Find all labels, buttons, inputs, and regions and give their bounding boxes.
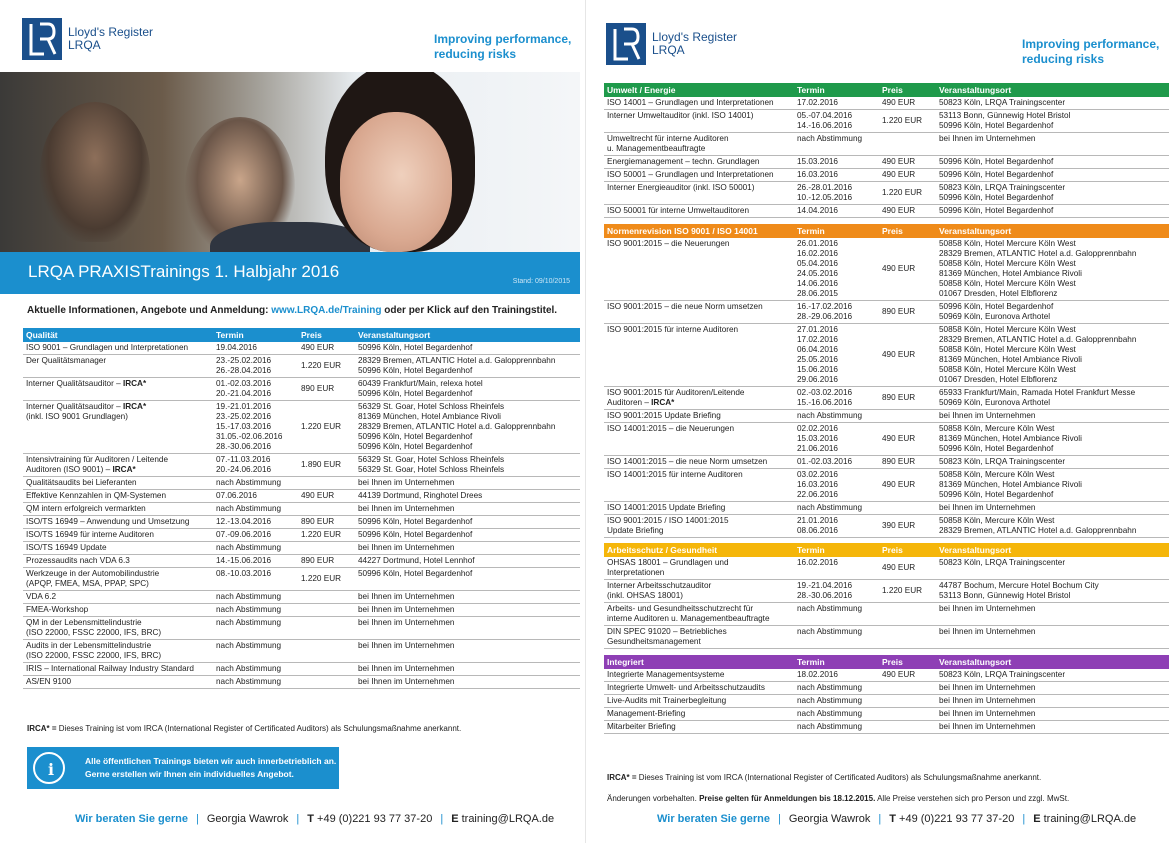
preis-cell — [298, 676, 355, 689]
ort-cell: 50996 Köln, Hotel Begardenhof 50969 Köln, Euronova Arthotel — [936, 300, 1169, 323]
preis-cell — [879, 720, 936, 733]
table-row[interactable] — [604, 501, 1169, 514]
termin-cell: 01.-02.03.2016 — [794, 455, 879, 468]
termin-cell: 18.02.2016 — [794, 669, 879, 682]
preis-cell: 490 EUR — [879, 669, 936, 682]
ort-cell: 50858 Köln, Hotel Mercure Köln West 28329 Bremen, ATLANTIC Hotel a.d. Galopprennbahn 50858 Köln, Hotel Mercure Köln West 81369 München, Hotel Ambiance Rivoli 50858 Köln, Hotel Mercure Köln West 01067 Dresden, Hotel Elbflorenz — [936, 238, 1169, 301]
preis-cell — [879, 603, 936, 626]
ort-cell: bei Ihnen im Unternehmen — [936, 626, 1169, 649]
ort-cell: 50823 Köln, LRQA Trainingscenter — [936, 455, 1169, 468]
termin-cell: 07.-11.03.2016 20.-24.06.2016 — [213, 454, 298, 477]
training-title[interactable]: Intensivtraining für Auditoren / Leitende Auditoren (ISO 9001) – IRCA* — [23, 454, 213, 477]
table-row[interactable] — [23, 542, 580, 555]
table-row[interactable] — [604, 238, 1169, 301]
training-title[interactable]: Interner Arbeitsschutzauditor (inkl. OHSAS 18001) — [604, 580, 794, 603]
table-row[interactable] — [604, 669, 1169, 682]
termin-cell: 02.-03.02.2016 15.-16.06.2016 — [794, 386, 879, 409]
preis-cell — [298, 604, 355, 617]
info-box: i Alle öffentlichen Trainings bieten wir auch innerbetrieblich an. Gerne erstellen wir Ihnen ein individuelles Angebot. — [27, 747, 339, 789]
preis-cell: 490 EUR — [879, 156, 936, 169]
preis-cell: 490 EUR — [879, 557, 936, 580]
termin-cell: nach Abstimmung — [213, 542, 298, 555]
lloyds-logo-2: Lloyd's Register LRQA — [606, 23, 737, 65]
stand-date: Stand: 09/10/2015 — [512, 278, 570, 285]
preis-cell — [879, 694, 936, 707]
preis-cell — [298, 503, 355, 516]
preis-cell — [298, 663, 355, 676]
table-row[interactable] — [604, 557, 1169, 580]
ort-cell: bei Ihnen im Unternehmen — [355, 676, 580, 689]
ort-cell: bei Ihnen im Unternehmen — [936, 133, 1169, 156]
training-title[interactable]: ISO/TS 16949 für interne Auditoren — [23, 529, 213, 542]
termin-cell: nach Abstimmung — [213, 640, 298, 663]
table-row[interactable] — [604, 97, 1169, 110]
termin-cell: 21.01.2016 08.06.2016 — [794, 514, 879, 537]
table-qualitaet — [23, 328, 580, 689]
table-row[interactable] — [23, 640, 580, 663]
table-row[interactable] — [23, 355, 580, 378]
training-title[interactable]: VDA 6.2 — [23, 591, 213, 604]
table-row[interactable] — [23, 555, 580, 568]
ort-cell: bei Ihnen im Unternehmen — [936, 694, 1169, 707]
ort-cell: bei Ihnen im Unternehmen — [936, 501, 1169, 514]
section-header-integriert: Integriert Termin Preis Veranstaltungsort — [604, 655, 1169, 669]
preis-cell: 890 EUR — [879, 300, 936, 323]
ort-cell: 56329 St. Goar, Hotel Schloss Rheinfels 81369 München, Hotel Ambiance Rivoli 28329 Bremen, ATLANTIC Hotel a.d. Galopprennbahn 50996 Köln, Hotel Begardenhof 50996 Köln, Hotel Begardenhof — [355, 401, 580, 454]
table-row[interactable] — [604, 455, 1169, 468]
preis-cell: 490 EUR — [879, 169, 936, 182]
page-left — [0, 0, 585, 843]
preis-cell — [879, 133, 936, 156]
ort-cell: bei Ihnen im Unternehmen — [936, 720, 1169, 733]
termin-cell: 16.02.2016 — [794, 557, 879, 580]
training-title[interactable]: FMEA-Workshop — [23, 604, 213, 617]
preis-cell: 490 EUR — [298, 490, 355, 503]
title-banner — [0, 252, 580, 294]
table-row[interactable] — [604, 205, 1169, 218]
termin-cell: nach Abstimmung — [213, 503, 298, 516]
irca-note: IRCA* = Dieses Training ist vom IRCA (International Register of Certificated Auditors) als Schulungsmaßnahme anerkannt. — [27, 724, 462, 733]
training-title[interactable]: ISO 14001 – Grundlagen und Interpretationen — [604, 97, 794, 110]
training-title[interactable]: QM intern erfolgreich vermarkten — [23, 503, 213, 516]
termin-cell: 07.-09.06.2016 — [213, 529, 298, 542]
preis-cell: 490 EUR — [879, 323, 936, 386]
ort-cell: 50996 Köln, Hotel Begardenhof — [936, 169, 1169, 182]
preis-cell — [298, 640, 355, 663]
termin-cell: nach Abstimmung — [213, 591, 298, 604]
table-row[interactable] — [604, 133, 1169, 156]
termin-cell: nach Abstimmung — [794, 626, 879, 649]
termin-cell: nach Abstimmung — [794, 694, 879, 707]
ort-cell: 44787 Bochum, Mercure Hotel Bochum City 53113 Bonn, Günnewig Hotel Bristol — [936, 580, 1169, 603]
training-title[interactable]: Prozessaudits nach VDA 6.3 — [23, 555, 213, 568]
table-row[interactable] — [604, 323, 1169, 386]
training-title[interactable]: Interner Qualitätsauditor – IRCA* — [23, 378, 213, 401]
preis-cell — [879, 681, 936, 694]
table-row[interactable] — [604, 182, 1169, 205]
brand-sub: LRQA — [68, 38, 101, 52]
section-header-arbeit: Arbeitsschutz / Gesundheit Termin Preis Veranstaltungsort — [604, 543, 1169, 557]
lloyds-logo — [22, 18, 153, 60]
section-header-umwelt: Umwelt / Energie Termin Preis Veranstaltungsort — [604, 83, 1169, 97]
ort-cell: bei Ihnen im Unternehmen — [355, 663, 580, 676]
training-title[interactable]: AS/EN 9100 — [23, 676, 213, 689]
training-title[interactable]: ISO 9001:2015 für interne Auditoren — [604, 323, 794, 386]
ort-cell: bei Ihnen im Unternehmen — [355, 604, 580, 617]
training-title[interactable]: Audits in der Lebensmittelindustrie (ISO 22000, FSSC 22000, IFS, BRC) — [23, 640, 213, 663]
preis-cell — [879, 626, 936, 649]
preis-cell: 890 EUR — [298, 516, 355, 529]
preis-cell: 1.220 EUR — [298, 355, 355, 378]
lr-logo-icon — [22, 18, 62, 60]
training-title[interactable]: ISO/TS 16949 Update — [23, 542, 213, 555]
table-row[interactable] — [604, 386, 1169, 409]
table-row[interactable] — [604, 580, 1169, 603]
training-title[interactable]: Management-Briefing — [604, 707, 794, 720]
termin-cell: nach Abstimmung — [794, 409, 879, 422]
preis-cell: 1.220 EUR — [879, 182, 936, 205]
preis-cell: 890 EUR — [298, 555, 355, 568]
termin-cell: 03.02.2016 16.03.2016 22.06.2016 — [794, 468, 879, 501]
ort-cell: 50858 Köln, Mercure Köln West 28329 Bremen, ATLANTIC Hotel a.d. Galopprennbahn — [936, 514, 1169, 537]
table-row[interactable] — [23, 378, 580, 401]
preis-cell — [879, 409, 936, 422]
ort-cell: bei Ihnen im Unternehmen — [936, 603, 1169, 626]
termin-cell: 16.-17.02.2016 28.-29.06.2016 — [794, 300, 879, 323]
termin-cell: 19.-21.01.2016 23.-25.02.2016 15.-17.03.2016 31.05.-02.06.2016 28.-30.06.2016 — [213, 401, 298, 454]
termin-cell: nach Abstimmung — [794, 720, 879, 733]
table-row[interactable] — [23, 401, 580, 454]
termin-cell: 26.-28.01.2016 10.-12.05.2016 — [794, 182, 879, 205]
termin-cell: nach Abstimmung — [213, 617, 298, 640]
email-link[interactable]: training@LRQA.de — [1043, 813, 1137, 825]
info-line: Aktuelle Informationen, Angebote und Anmeldung: www.LRQA.de/Training oder per Klick auf den Trainingstitel. — [27, 305, 558, 316]
preis-cell — [298, 542, 355, 555]
table-row[interactable] — [604, 409, 1169, 422]
training-title[interactable]: OHSAS 18001 – Grundlagen und Interpretationen — [604, 557, 794, 580]
termin-cell: 02.02.2016 15.03.2016 21.06.2016 — [794, 422, 879, 455]
tagline-2: Improving performance, reducing risks — [1022, 37, 1160, 66]
preis-cell: 1.220 EUR — [298, 401, 355, 454]
training-title[interactable]: Integrierte Umwelt- und Arbeitsschutzaudits — [604, 681, 794, 694]
table-row[interactable] — [23, 342, 580, 355]
ort-cell: 50996 Köln, Hotel Begardenhof — [936, 205, 1169, 218]
training-title[interactable]: Interner Umweltauditor (inkl. ISO 14001) — [604, 110, 794, 133]
ort-cell: 53113 Bonn, Günnewig Hotel Bristol 50996 Köln, Hotel Begardenhof — [936, 110, 1169, 133]
termin-cell: 26.01.2016 16.02.2016 05.04.2016 24.05.2016 14.06.2016 28.06.2015 — [794, 238, 879, 301]
termin-cell: 15.03.2016 — [794, 156, 879, 169]
preis-cell — [298, 591, 355, 604]
ort-cell: 65933 Frankfurt/Main, Ramada Hotel Frankfurt Messe 50969 Köln, Euronova Arthotel — [936, 386, 1169, 409]
table-row[interactable] — [604, 110, 1169, 133]
ort-cell: bei Ihnen im Unternehmen — [936, 707, 1169, 720]
training-title[interactable]: Energiemanagement – techn. Grundlagen — [604, 156, 794, 169]
footer-left: Wir beraten Sie gerne | Georgia Wawrok | T +49 (0)221 93 77 37-20 | E training@LRQA.de — [75, 813, 555, 825]
termin-cell: 27.01.2016 17.02.2016 06.04.2016 25.05.2016 15.06.2016 29.06.2016 — [794, 323, 879, 386]
lr-logo-icon — [606, 23, 646, 65]
ort-cell: 50858 Köln, Mercure Köln West 81369 München, Hotel Ambiance Rivoli 50996 Köln, Hotel Begardenhof — [936, 468, 1169, 501]
termin-cell: 12.-13.04.2016 — [213, 516, 298, 529]
ort-cell: bei Ihnen im Unternehmen — [355, 477, 580, 490]
preis-cell: 1.220 EUR — [298, 529, 355, 542]
preis-cell: 890 EUR — [879, 455, 936, 468]
termin-cell: 17.02.2016 — [794, 97, 879, 110]
preis-cell: 490 EUR — [879, 97, 936, 110]
training-title[interactable]: Interner Energieauditor (inkl. ISO 50001) — [604, 182, 794, 205]
table-row[interactable] — [604, 720, 1169, 733]
table-row[interactable] — [23, 568, 580, 591]
termin-cell: 07.06.2016 — [213, 490, 298, 503]
ort-cell: 50823 Köln, LRQA Trainingscenter — [936, 669, 1169, 682]
preis-cell — [298, 617, 355, 640]
preis-cell: 1.220 EUR — [879, 580, 936, 603]
preis-cell — [879, 707, 936, 720]
preis-cell: 490 EUR — [879, 468, 936, 501]
training-title[interactable]: ISO 9001:2015 – die Neuerungen — [604, 238, 794, 301]
page-right — [586, 0, 1171, 843]
preis-cell: 490 EUR — [298, 342, 355, 355]
termin-cell: 14.04.2016 — [794, 205, 879, 218]
training-title[interactable]: ISO 9001:2015 für Auditoren/Leitende Auditoren – IRCA* — [604, 386, 794, 409]
ort-cell: bei Ihnen im Unternehmen — [355, 617, 580, 640]
ort-cell: 56329 St. Goar, Hotel Schloss Rheinfels 56329 St. Goar, Hotel Schloss Rheinfels — [355, 454, 580, 477]
termin-cell: nach Abstimmung — [794, 681, 879, 694]
table-row[interactable] — [23, 529, 580, 542]
table-right — [604, 83, 1169, 734]
preis-cell — [879, 501, 936, 514]
training-title[interactable]: Der Qualitätsmanager — [23, 355, 213, 378]
email-link[interactable]: training@LRQA.de — [461, 813, 555, 825]
section-header-normen: Normenrevision ISO 9001 / ISO 14001 Termin Preis Veranstaltungsort — [604, 224, 1169, 238]
section-header-qualitaet: Qualität Termin Preis Veranstaltungsort — [23, 328, 580, 342]
training-title[interactable]: IRIS – International Railway Industry Standard — [23, 663, 213, 676]
ort-cell: 44139 Dortmund, Ringhotel Drees — [355, 490, 580, 503]
training-title[interactable]: Integrierte Managementsysteme — [604, 669, 794, 682]
training-title[interactable]: ISO 14001:2015 Update Briefing — [604, 501, 794, 514]
termin-cell: 19.04.2016 — [213, 342, 298, 355]
ort-cell: bei Ihnen im Unternehmen — [936, 681, 1169, 694]
ort-cell: 50823 Köln, LRQA Trainingscenter 50996 Köln, Hotel Begardenhof — [936, 182, 1169, 205]
ort-cell: 50996 Köln, Hotel Begardenhof — [936, 156, 1169, 169]
table-row[interactable] — [604, 603, 1169, 626]
termin-cell: 19.-21.04.2016 28.-30.06.2016 — [794, 580, 879, 603]
termin-cell: nach Abstimmung — [213, 676, 298, 689]
preis-cell — [298, 477, 355, 490]
termin-cell: 14.-15.06.2016 — [213, 555, 298, 568]
termin-cell: 01.-02.03.2016 20.-21.04.2016 — [213, 378, 298, 401]
training-title[interactable]: ISO 9001:2015 Update Briefing — [604, 409, 794, 422]
table-row[interactable] — [604, 468, 1169, 501]
termin-cell: nach Abstimmung — [213, 604, 298, 617]
training-title[interactable]: Interner Qualitätsauditor – IRCA* (inkl. ISO 9001 Grundlagen) — [23, 401, 213, 454]
termin-cell: nach Abstimmung — [794, 603, 879, 626]
ort-cell: bei Ihnen im Unternehmen — [355, 503, 580, 516]
training-title[interactable]: ISO 50001 – Grundlagen und Interpretationen — [604, 169, 794, 182]
ort-cell: bei Ihnen im Unternehmen — [355, 542, 580, 555]
ort-cell: 50996 Köln, Hotel Begardenhof — [355, 342, 580, 355]
termin-cell: nach Abstimmung — [794, 501, 879, 514]
ort-cell: 50823 Köln, LRQA Trainingscenter — [936, 97, 1169, 110]
ort-cell: 50858 Köln, Hotel Mercure Köln West 28329 Bremen, ATLANTIC Hotel a.d. Galopprennbahn 50858 Köln, Hotel Mercure Köln West 81369 München, Hotel Ambiance Rivoli 50858 Köln, Hotel Mercure Köln West 01067 Dresden, Hotel Elbflorenz — [936, 323, 1169, 386]
training-title[interactable]: Qualitätsaudits bei Lieferanten — [23, 477, 213, 490]
termin-cell: nach Abstimmung — [794, 133, 879, 156]
preis-cell: 490 EUR — [879, 422, 936, 455]
preis-cell: 890 EUR — [879, 386, 936, 409]
training-title[interactable]: QM in der Lebensmittelindustrie (ISO 22000, FSSC 22000, IFS, BRC) — [23, 617, 213, 640]
table-row[interactable] — [604, 694, 1169, 707]
table-row[interactable] — [23, 604, 580, 617]
preis-cell: 1.220 EUR — [879, 110, 936, 133]
table-row[interactable] — [604, 514, 1169, 537]
ort-cell: bei Ihnen im Unternehmen — [936, 409, 1169, 422]
preis-cell: 390 EUR — [879, 514, 936, 537]
training-title[interactable]: ISO 9001 – Grundlagen und Interpretationen — [23, 342, 213, 355]
table-row[interactable] — [23, 490, 580, 503]
training-title[interactable]: ISO 14001:2015 – die Neuerungen — [604, 422, 794, 455]
training-title[interactable]: Werkzeuge in der Automobilindustrie (APQP, FMEA, MSA, PPAP, SPC) — [23, 568, 213, 591]
ort-cell: 28329 Bremen, ATLANTIC Hotel a.d. Galopprennbahn 50996 Köln, Hotel Begardenhof — [355, 355, 580, 378]
table-row[interactable] — [604, 681, 1169, 694]
changes-note: Änderungen vorbehalten. Preise gelten für Anmeldungen bis 18.12.2015. Alle Preise verstehen sich pro Person und zzgl. MwSt. — [607, 794, 1070, 803]
table-row[interactable] — [23, 503, 580, 516]
ort-cell: 44227 Dortmund, Hotel Lennhof — [355, 555, 580, 568]
ort-cell: 60439 Frankfurt/Main, relexa hotel 50996 Köln, Hotel Begardenhof — [355, 378, 580, 401]
preis-cell: 890 EUR — [298, 378, 355, 401]
training-title[interactable]: ISO 14001:2015 für interne Auditoren — [604, 468, 794, 501]
preis-cell: 490 EUR — [879, 205, 936, 218]
training-title[interactable]: DIN SPEC 91020 – Betriebliches Gesundheitsmanagement — [604, 626, 794, 649]
training-title[interactable]: Effektive Kennzahlen in QM-Systemen — [23, 490, 213, 503]
info-icon: i — [33, 752, 65, 784]
ort-cell: 50858 Köln, Mercure Köln West 81369 München, Hotel Ambiance Rivoli 50996 Köln, Hotel Begardenhof — [936, 422, 1169, 455]
table-row[interactable] — [604, 156, 1169, 169]
table-row[interactable] — [604, 707, 1169, 720]
training-title[interactable]: ISO/TS 16949 – Anwendung und Umsetzung — [23, 516, 213, 529]
training-title[interactable]: Arbeits- und Gesundheitsschutzrecht für interne Auditoren u. Managementbeauftragte — [604, 603, 794, 626]
termin-cell: nach Abstimmung — [794, 707, 879, 720]
preis-cell: 490 EUR — [879, 238, 936, 301]
table-row[interactable] — [23, 516, 580, 529]
hero-photo — [0, 72, 580, 252]
brand-name: Lloyd's Register — [68, 25, 153, 39]
table-row[interactable] — [23, 663, 580, 676]
tagline: Improving performance, reducing risks — [434, 32, 572, 61]
termin-cell: 05.-07.04.2016 14.-16.06.2016 — [794, 110, 879, 133]
preis-cell: 1.220 EUR — [298, 568, 355, 591]
training-title[interactable]: ISO 14001:2015 – die neue Norm umsetzen — [604, 455, 794, 468]
termin-cell: nach Abstimmung — [213, 663, 298, 676]
preis-cell: 1.890 EUR — [298, 454, 355, 477]
training-title[interactable]: ISO 9001:2015 – die neue Norm umsetzen — [604, 300, 794, 323]
ort-cell: 50996 Köln, Hotel Begardenhof — [355, 516, 580, 529]
ort-cell: 50996 Köln, Hotel Begardenhof — [355, 568, 580, 591]
table-row[interactable] — [604, 626, 1169, 649]
table-row[interactable] — [23, 617, 580, 640]
ort-cell: bei Ihnen im Unternehmen — [355, 591, 580, 604]
footer-right: Wir beraten Sie gerne | Georgia Wawrok | T +49 (0)221 93 77 37-20 | E training@LRQA.de — [657, 813, 1137, 825]
training-title[interactable]: Live-Audits mit Trainerbegleitung — [604, 694, 794, 707]
training-title[interactable]: Mitarbeiter Briefing — [604, 720, 794, 733]
table-row[interactable] — [23, 477, 580, 490]
termin-cell: 08.-10.03.2016 — [213, 568, 298, 591]
table-row[interactable] — [604, 422, 1169, 455]
termin-cell: 23.-25.02.2016 26.-28.04.2016 — [213, 355, 298, 378]
irca-note-2: IRCA* = Dieses Training ist vom IRCA (International Register of Certificated Auditors) als Schulungsmaßnahme anerkannt. — [607, 773, 1042, 782]
table-row[interactable] — [604, 300, 1169, 323]
termin-cell: nach Abstimmung — [213, 477, 298, 490]
termin-cell: 16.03.2016 — [794, 169, 879, 182]
ort-cell: 50823 Köln, LRQA Trainingscenter — [936, 557, 1169, 580]
training-title[interactable]: Umweltrecht für interne Auditoren u. Managementbeauftragte — [604, 133, 794, 156]
page-title: LRQA PRAXISTrainings 1. Halbjahr 2016 — [28, 262, 340, 281]
table-row[interactable] — [604, 169, 1169, 182]
ort-cell: bei Ihnen im Unternehmen — [355, 640, 580, 663]
training-link[interactable]: www.LRQA.de/Training — [271, 305, 382, 316]
table-row[interactable] — [23, 591, 580, 604]
ort-cell: 50996 Köln, Hotel Begardenhof — [355, 529, 580, 542]
table-row[interactable] — [23, 676, 580, 689]
training-title[interactable]: ISO 9001:2015 / ISO 14001:2015 Update Briefing — [604, 514, 794, 537]
table-row[interactable] — [23, 454, 580, 477]
training-title[interactable]: ISO 50001 für interne Umweltauditoren — [604, 205, 794, 218]
